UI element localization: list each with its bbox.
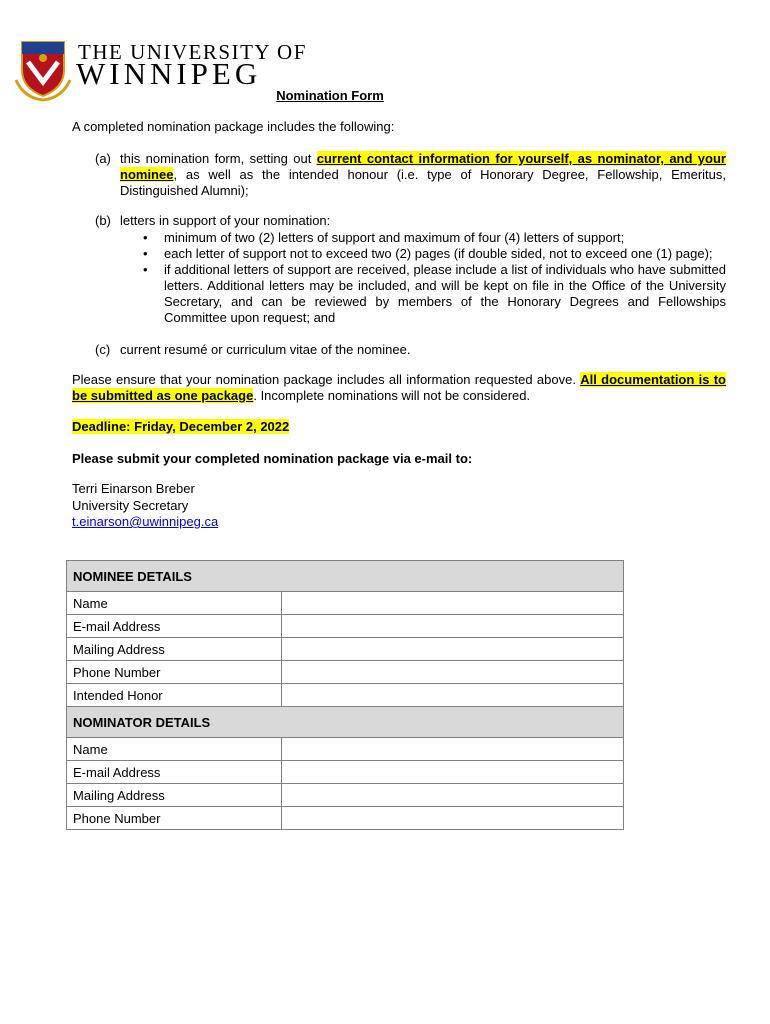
nominee-phone-label: Phone Number	[67, 661, 282, 684]
bullet-item: • each letter of support not to exceed two (2) pages (if double sided, not to exceed one (1) page);	[143, 246, 713, 261]
nominee-email-field[interactable]	[282, 615, 624, 638]
nominator-heading: NOMINATOR DETAILS	[67, 707, 624, 738]
table-row	[67, 661, 624, 684]
nominator-mailing-field[interactable]	[282, 784, 624, 807]
item-a-text-before: this nomination form, setting out	[120, 151, 317, 166]
item-a-text-after: , as well as the intended honour (i.e. type of Honorary Degree, Fellowship, Emeritus, Distinguished Alumni);	[120, 167, 726, 198]
table-row	[67, 738, 624, 761]
bullet-icon: •	[143, 262, 148, 277]
bullet-icon: •	[143, 246, 148, 261]
nominator-section-header	[67, 707, 624, 738]
bullet-item: • if additional letters of support are received, please include a list of individuals who have submitted letters. Additional letters may be included, and will be kept on file in the Office of the University Secretary, and can be reviewed by members of the Honorary Degrees and Fellowships Committee upon request; and	[143, 262, 726, 325]
nominee-honor-field[interactable]	[282, 684, 624, 707]
bullet-icon: •	[143, 230, 148, 245]
item-a-highlight: current contact information for yourself, as nominator, and your nominee	[120, 151, 726, 182]
nominator-mailing-label: Mailing Address	[67, 784, 282, 807]
logo-wordmark-line1: THE UNIVERSITY OF	[78, 40, 307, 64]
item-a	[95, 151, 726, 199]
ensure-highlight: All documentation is to be submitted as one package	[72, 372, 726, 403]
item-c	[95, 342, 726, 358]
table-row	[67, 615, 624, 638]
item-b	[95, 213, 726, 229]
table-row	[67, 684, 624, 707]
nominator-name-field[interactable]	[282, 738, 624, 761]
ensure-paragraph	[72, 372, 726, 404]
details-table	[66, 560, 624, 830]
table-row	[67, 807, 624, 830]
nominee-name-label: Name	[67, 592, 282, 615]
table-row	[67, 761, 624, 784]
table-row	[67, 784, 624, 807]
nominee-honor-label: Intended Honor	[67, 684, 282, 707]
contact-title: University Secretary	[72, 498, 189, 513]
item-a-label: (a)	[95, 151, 111, 166]
nominee-heading: NOMINEE DETAILS	[67, 561, 624, 592]
deadline-container	[72, 419, 726, 435]
nominator-email-field[interactable]	[282, 761, 624, 784]
nominator-name-label: Name	[67, 738, 282, 761]
ensure-text-after: . Incomplete nominations will not be considered.	[253, 388, 531, 403]
item-b-label: (b)	[95, 213, 111, 228]
intro-text: A completed nomination package includes the following:	[72, 119, 395, 134]
contact-name: Terri Einarson Breber	[72, 481, 195, 496]
nominee-phone-field[interactable]	[282, 661, 624, 684]
support-letter-bullets	[140, 230, 726, 326]
item-c-text: current resumé or curriculum vitae of the nominee.	[120, 342, 411, 357]
nominator-email-label: E-mail Address	[67, 761, 282, 784]
nominee-email-label: E-mail Address	[67, 615, 282, 638]
item-b-text: letters in support of your nomination:	[120, 213, 331, 228]
contact-email-container	[72, 514, 726, 530]
table-row	[67, 592, 624, 615]
deadline-text: Deadline: Friday, December 2, 2022	[72, 419, 290, 434]
nominator-phone-label: Phone Number	[67, 807, 282, 830]
nominee-name-field[interactable]	[282, 592, 624, 615]
contact-email-link[interactable]: t.einarson@uwinnipeg.ca	[72, 514, 219, 529]
logo-wordmark-line2: WINNIPEG	[76, 56, 262, 91]
nominee-mailing-field[interactable]	[282, 638, 624, 661]
nominator-phone-field[interactable]	[282, 807, 624, 830]
ensure-text-before: Please ensure that your nomination package includes all information requested above.	[72, 372, 581, 387]
item-c-label: (c)	[95, 342, 111, 357]
table-row	[67, 638, 624, 661]
bullet-item: • minimum of two (2) letters of support and maximum of four (4) letters of support;	[143, 230, 625, 245]
nominee-section-header	[67, 561, 624, 592]
nominee-mailing-label: Mailing Address	[67, 638, 282, 661]
form-title: Nomination Form	[276, 88, 384, 103]
submit-instruction: Please submit your completed nomination package via e-mail to:	[72, 451, 473, 466]
